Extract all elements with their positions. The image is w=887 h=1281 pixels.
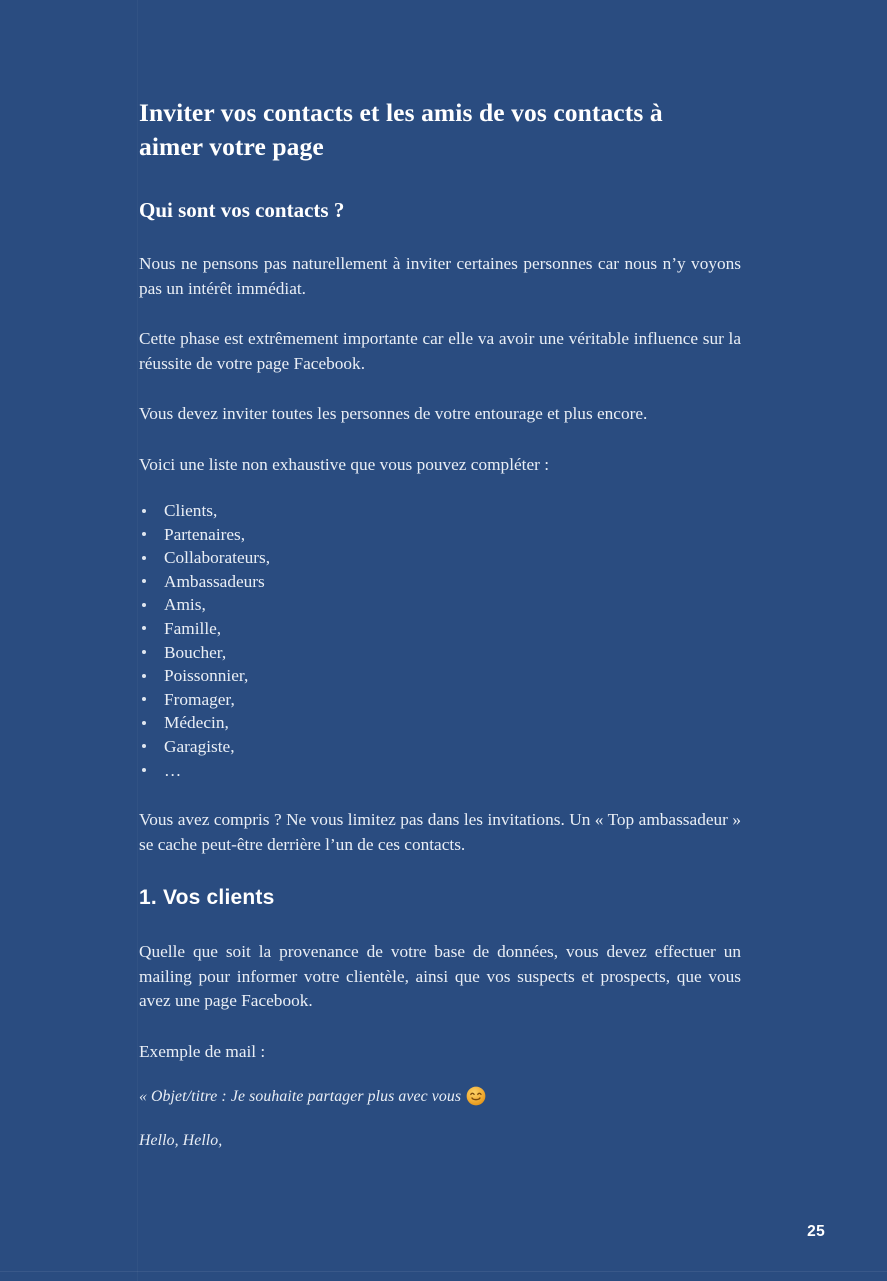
page-number: 25 [807,1223,825,1240]
list-item [139,664,741,688]
list-item-label: Boucher, [164,642,227,662]
page-content [139,0,741,1152]
list-item [139,570,741,594]
bullet-icon [142,532,146,536]
paragraph-6: Quelle que soit la provenance de votre base de données, vous devez effectuer un mailing pour informer votre clientèle, ainsi que vos suspects et prospects, que vous avez une page Facebook. [139,942,741,1011]
mail-greeting: Hello, Hello, [139,1132,223,1150]
paragraph-3: Vous devez inviter toutes les personnes de votre entourage et plus encore. [139,404,648,423]
mail-subject-line [139,1064,741,1108]
list-item-label: Collaborateurs, [164,548,271,568]
mail-subject-text: « Objet/titre : Je souhaite partager plus avec vous [139,1088,462,1106]
footer-divider [0,1271,887,1272]
list-item-label: … [164,760,182,780]
bullet-icon [142,721,146,725]
list-item-label: Amis, [164,595,206,615]
paragraph-7: Exemple de mail : [139,1041,266,1061]
list-item [139,759,741,783]
list-item [139,688,741,712]
smiling-face-with-smiling-eyes-icon [466,1086,486,1106]
paragraph-2: Cette phase est extrêmement importante car elle va avoir une véritable influence sur la réussite de votre page Facebook. [139,329,741,373]
bullet-icon [142,509,146,513]
list-item-label: Ambassadeurs [164,571,265,591]
bullet-icon [142,674,146,678]
bullet-icon [142,768,146,772]
paragraph-5: Vous avez compris ? Ne vous limitez pas dans les invitations. Un « Top ambassadeur » se cache peut-être derrière l’un de ces contacts. [139,810,741,854]
bullet-icon [142,650,146,654]
list-item-label: Partenaires, [164,524,246,544]
bullet-icon [142,556,146,560]
list-item [139,593,741,617]
list-item [139,735,741,759]
bullet-icon [142,626,146,630]
list-item-label: Garagiste, [164,736,235,756]
bullet-icon [142,603,146,607]
list-item [139,546,741,570]
list-item [139,499,741,523]
bullet-icon [142,744,146,748]
list-item-label: Fromager, [164,689,235,709]
numbered-heading: 1. Vos clients [139,886,275,910]
list-item-label: Médecin, [164,713,229,733]
paragraph-4: Voici une liste non exhaustive que vous pouvez compléter : [139,454,550,474]
left-margin-rule [137,0,138,1281]
section-heading: Qui sont vos contacts ? [139,198,345,222]
list-item [139,711,741,735]
bullet-icon [142,579,146,583]
page-title: Inviter vos contacts et les amis de vos contacts à aimer votre page [139,98,663,161]
contact-list [139,477,741,782]
bullet-icon [142,697,146,701]
list-item-label: Famille, [164,618,222,638]
list-item-label: Clients, [164,501,218,520]
paragraph-1: Nous ne pensons pas naturellement à inviter certaines personnes car nous n’y voyons pas un intérêt immédiat. [139,254,741,298]
list-item [139,641,741,665]
list-item-label: Poissonnier, [164,666,249,686]
list-item [139,617,741,641]
list-item [139,523,741,547]
